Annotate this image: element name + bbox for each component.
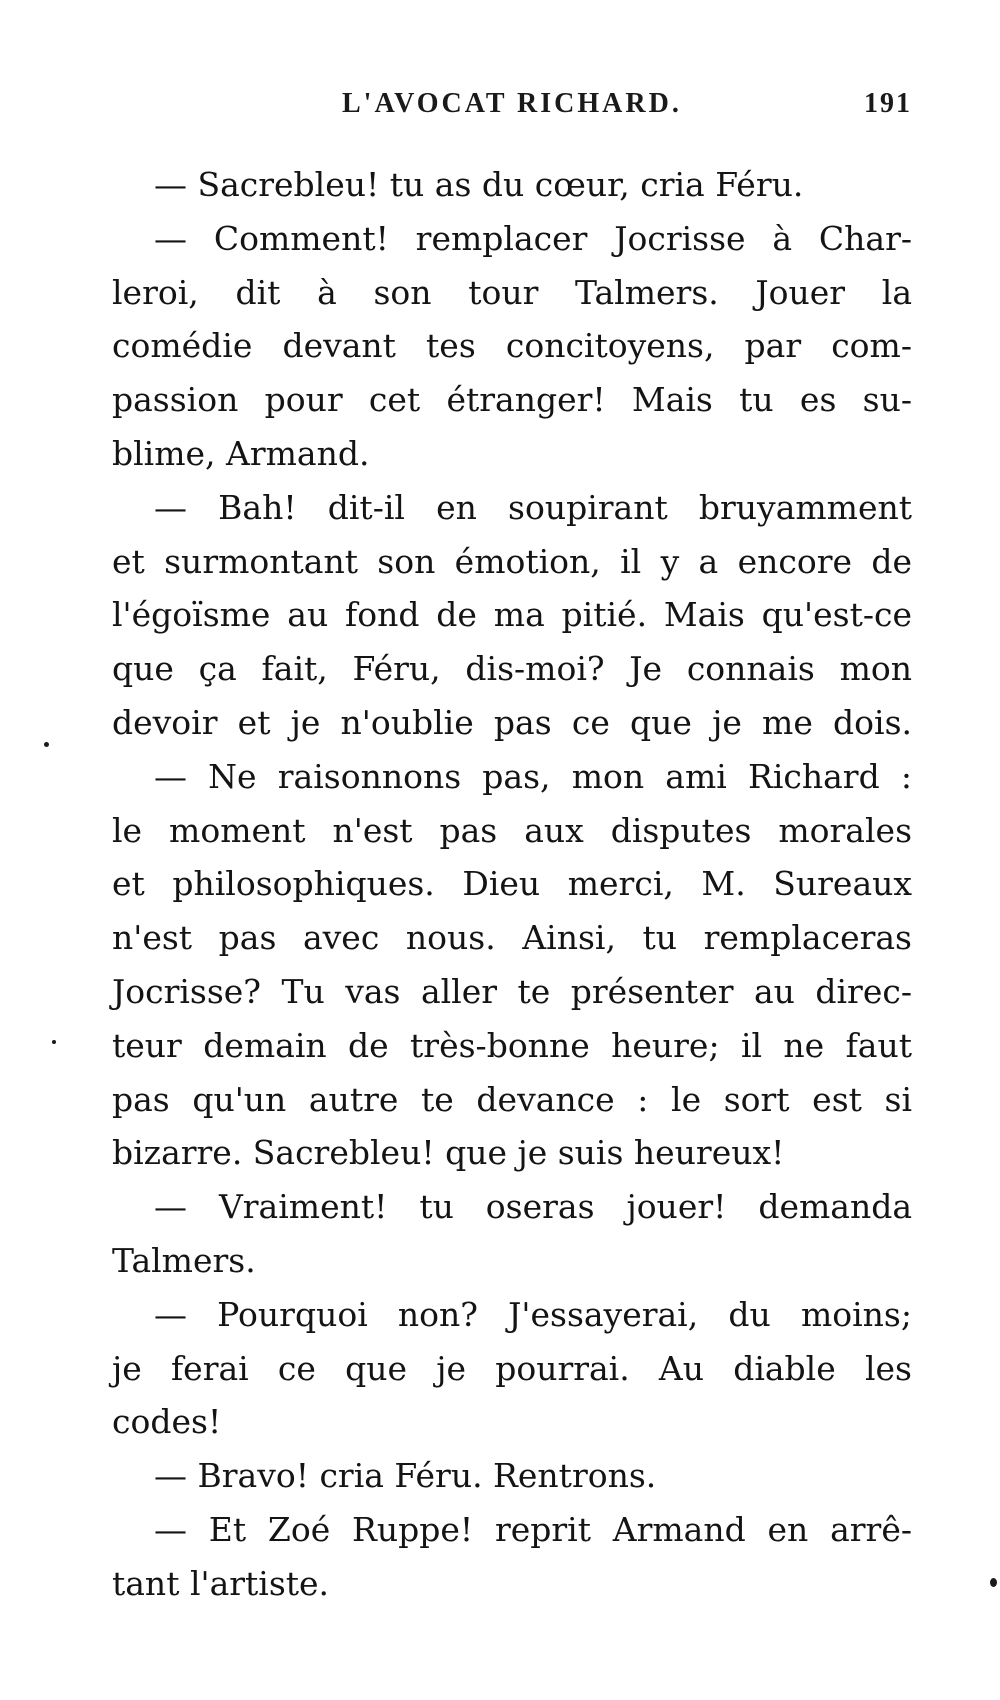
text-line: que ça fait, Féru, dis-moi? Je connais mon	[112, 649, 912, 689]
text-line: et philosophiques. Dieu merci, M. Sureaux	[112, 864, 912, 904]
text-line: leroi, dit à son tour Talmers. Jouer la	[112, 272, 912, 312]
text-line: je ferai ce que je pourrai. Au diable les	[112, 1348, 912, 1388]
ink-speck	[990, 1578, 997, 1587]
text-line: le moment n'est pas aux disputes morales	[112, 810, 912, 850]
text-line: — Pourquoi non? J'essayerai, du moins;	[154, 1294, 912, 1334]
text-line: n'est pas avec nous. Ainsi, tu remplaceras	[112, 918, 912, 958]
text-line: comédie devant tes concitoyens, par com-	[112, 326, 912, 366]
text-line: — Et Zoé Ruppe! reprit Armand en arrê-	[154, 1509, 912, 1549]
text-line: — Vraiment! tu oseras jouer! demanda	[154, 1187, 912, 1227]
text-line: et surmontant son émotion, il y a encore de	[112, 541, 912, 581]
ink-speck	[44, 742, 49, 747]
running-header	[112, 88, 912, 128]
text-line: l'égoïsme au fond de ma pitié. Mais qu'est-ce	[112, 595, 912, 635]
text-line: — Ne raisonnons pas, mon ami Richard :	[154, 756, 912, 796]
ink-speck	[52, 1040, 56, 1044]
text-line: teur demain de très-bonne heure; il ne faut	[112, 1025, 912, 1065]
text-line: blime, Armand.	[112, 433, 370, 473]
text-line: tant l'artiste.	[112, 1563, 330, 1603]
body-text	[112, 158, 912, 1611]
text-line: Talmers.	[112, 1240, 256, 1280]
text-line: passion pour cet étranger! Mais tu es su-	[112, 380, 912, 420]
text-line: — Comment! remplacer Jocrisse à Char-	[154, 218, 912, 258]
text-line: bizarre. Sacrebleu! que je suis heureux!	[112, 1133, 785, 1173]
text-line: — Sacrebleu! tu as du cœur, cria Féru.	[154, 165, 804, 204]
text-line: pas qu'un autre te devance : le sort est si	[112, 1079, 912, 1119]
running-title: L'AVOCAT RICHARD.	[342, 88, 682, 119]
page-number: 191	[864, 88, 912, 119]
text-line: codes!	[112, 1402, 222, 1442]
text-line: — Bah! dit-il en soupirant bruyamment	[154, 487, 912, 527]
text-line: devoir et je n'oublie pas ce que je me dois.	[112, 702, 912, 742]
text-line: — Bravo! cria Féru. Rentrons.	[154, 1456, 657, 1496]
text-line: Jocrisse? Tu vas aller te présenter au direc-	[112, 971, 912, 1011]
